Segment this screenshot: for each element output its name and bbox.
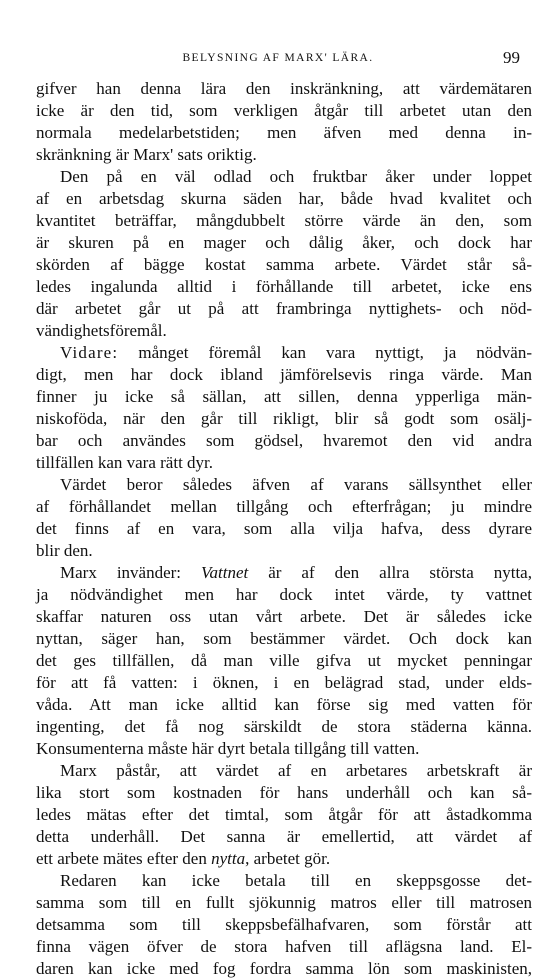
text-line: samma som till en fullt sjökunnig matros eller till matrosen: [36, 893, 532, 912]
text-line: är skuren på en mager och dålig åker, och dock har: [36, 233, 532, 252]
italic-word: Vattnet: [201, 563, 249, 582]
text-fragment: ett arbete mätes efter den: [36, 849, 212, 868]
text-line: för att få vatten: i öknen, i en belägrad stad, under elds-: [36, 673, 532, 692]
text-line: normala medelarbetstiden; men äfven med denna in-: [36, 123, 532, 142]
text-line: [36, 562, 532, 584]
text-line: finner ju icke så sällan, att sillen, denna ypperliga män-: [36, 387, 532, 406]
text-line: [36, 848, 532, 870]
text-fragment: Marx invänder:: [60, 563, 202, 582]
text-line: detsamma som till skeppsbefälhafvaren, som förstår att: [36, 915, 532, 934]
text-fragment: är af den allra största nytta,: [248, 563, 532, 582]
text-line: finna vägen öfver de stora hafven till aflägsna land. El-: [36, 937, 532, 956]
page-header: [36, 47, 520, 69]
text-line: ingenting, det få nog särskildt de stora städerna känna.: [36, 717, 532, 736]
text-line: skörden af bägge kostat samma arbete. Värdet står så-: [36, 255, 532, 274]
text-fragment: , arbetet gör.: [245, 849, 331, 868]
text-line: Konsumenterna måste här dyrt betala tillgång till vatten.: [36, 739, 420, 758]
text-line: Marx påstår, att värdet af en arbetares arbetskraft är: [60, 761, 532, 780]
text-line: det ges tillfällen, då man ville gifva ut mycket penningar: [36, 651, 532, 670]
text-line: nyttan, säger han, som bestämmer värdet. Och dock kan: [36, 629, 532, 648]
text-line: Redaren kan icke betala till en skeppsgosse det-: [60, 871, 532, 890]
text-fragment: månget föremål kan vara nyttigt, ja nödvän-: [118, 343, 532, 362]
text-line: blir den.: [36, 541, 93, 560]
text-line: Den på en väl odlad och fruktbar åker under loppet: [60, 167, 532, 186]
text-line: skränkning är Marx' sats oriktig.: [36, 145, 257, 164]
text-line: niskoföda, när den går till rikligt, blir så godt som osälj-: [36, 409, 532, 428]
text-line: ja nödvändighet men har dock intet värde, ty vattnet: [36, 585, 532, 604]
body-text: [36, 78, 532, 980]
italic-word: nytta: [211, 849, 246, 868]
text-line: af en arbetsdag skurna säden har, både hvad kvalitet och: [36, 189, 532, 208]
text-line: våda. Att man icke alltid kan förse sig med vatten för: [36, 695, 532, 714]
text-line: vändighetsföremål.: [36, 321, 167, 340]
text-line: daren kan icke med fog fordra samma lön som maskinisten,: [36, 959, 532, 978]
emphasized-word: Vidare:: [60, 343, 119, 362]
text-line: Värdet beror således äfven af varans sällsynthet eller: [60, 475, 532, 494]
text-line: skaffar naturen oss utan vårt arbete. Det är således icke: [36, 607, 532, 626]
text-line: där arbetet går ut på att frambringa nyttighets- och nöd-: [36, 299, 532, 318]
text-line: lika stort som kostnaden för hans underhåll och kan så-: [36, 783, 532, 802]
text-line: af förhållandet mellan tillgång och efterfrågan; ju mindre: [36, 497, 532, 516]
text-line: tillfällen kan vara rätt dyr.: [36, 453, 214, 472]
text-line: ledes ingalunda alltid i förhållande till arbetet, icke ens: [36, 277, 532, 296]
page-number: 99: [503, 48, 520, 67]
text-line: gifver han denna lära den inskränkning, att värdemätaren: [36, 79, 532, 98]
text-line: det finns af en vara, som alla vilja hafva, dess dyrare: [36, 519, 532, 538]
text-line: kvantitet beträffar, mångdubbelt större värde än den, som: [36, 211, 532, 230]
text-line: detta underhåll. Det sanna är emellertid, att värdet af: [36, 827, 532, 846]
text-line: [36, 342, 532, 364]
text-line: bar och användes som gödsel, hvaremot den vid andra: [36, 431, 532, 450]
text-line: icke är den tid, som verkligen åtgår till arbetet utan den: [36, 101, 532, 120]
text-line: ledes mätas efter det timtal, som åtgår för att åstadkomma: [36, 805, 532, 824]
text-line: digt, men har dock ibland jämförelsevis ringa värde. Man: [36, 365, 532, 384]
running-title: BELYSNING AF MARX' LÄRA.: [182, 52, 374, 64]
